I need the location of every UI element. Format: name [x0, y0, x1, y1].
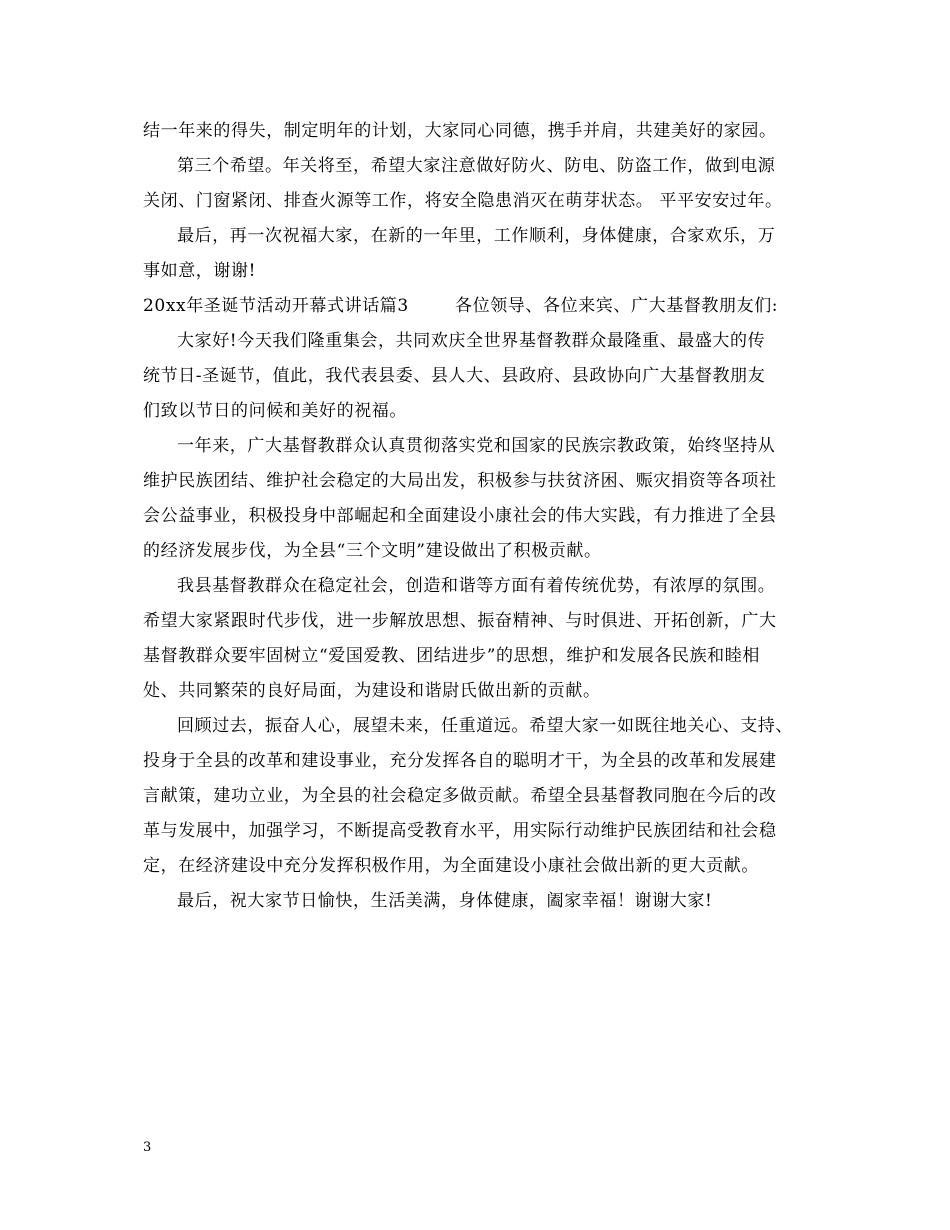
paragraph-line: 最后，祝大家节日愉快，生活美满，身体健康，阖家幸福！谢谢大家!: [177, 891, 713, 911]
paragraph-line: 结一年来的得失，制定明年的计划，大家同心同德，携手并肩，共建美好的家园。: [143, 121, 777, 141]
section-title: 20xx年圣诞节活动开幕式讲话篇3: [143, 296, 409, 316]
paragraph-line: 的经济发展步伐，为全县“三个文明”建设做出了积极贡献。: [143, 541, 602, 561]
paragraph-line: 们致以节日的问候和美好的祝福。: [143, 401, 407, 421]
paragraph-line: 第三个希望。年关将至，希望大家注意做好防火、防电、防盗工作，做到电源: [177, 156, 776, 176]
salutation: 各位领导、各位来宾、广大基督教朋友们:: [455, 296, 779, 316]
paragraph-line: 回顾过去，振奋人心，展望未来，任重道远。希望大家一如既往地关心、支持、: [177, 716, 793, 736]
paragraph-line: 最后，再一次祝福大家，在新的一年里，工作顺利，身体健康，合家欢乐，万: [177, 226, 776, 246]
paragraph-line: 革与发展中，加强学习，不断提高受教育水平，用实际行动维护民族团结和社会稳: [143, 821, 777, 841]
paragraph-line: 投身于全县的改革和建设事业，充分发挥各自的聪明才干，为全县的改革和发展建: [143, 751, 777, 771]
paragraph-line: 统节日-圣诞节，值此，我代表县委、县人大、县政府、县政协向广大基督教朋友: [143, 366, 766, 386]
paragraph-line: 我县基督教群众在稳定社会，创造和谐等方面有着传统优势，有浓厚的氛围。: [177, 576, 776, 596]
paragraph-line: 维护民族团结、维护社会稳定的大局出发，积极参与扶贫济困、赈灾捐资等各项社: [143, 471, 777, 491]
paragraph-line: 会公益事业，积极投身中部崛起和全面建设小康社会的伟大实践，有力推进了全县: [143, 506, 777, 526]
paragraph-line: 一年来，广大基督教群众认真贯彻落实党和国家的民族宗教政策，始终坚持从: [177, 436, 776, 456]
paragraph-line: 希望大家紧跟时代步伐，进一步解放思想、振奋精神、与时俱进、开拓创新，广大: [143, 611, 777, 631]
paragraph-line: 处、共同繁荣的良好局面，为建设和谐尉氏做出新的贡献。: [143, 681, 601, 701]
paragraph-line: 言献策，建功立业，为全县的社会稳定多做贡献。希望全县基督教同胞在今后的改: [143, 786, 777, 806]
page-number: 3: [143, 1140, 152, 1155]
paragraph-line: 定，在经济建设中充分发挥积极作用，为全面建设小康社会做出新的更大贡献。: [143, 856, 759, 876]
paragraph-line: 大家好!今天我们隆重集会，共同欢庆全世界基督教群众最隆重、最盛大的传: [177, 331, 766, 351]
paragraph-line: 基督教群众要牢固树立“爱国爱教、团结进步”的思想，维护和发展各民族和睦相: [143, 646, 760, 666]
paragraph-line: 关闭、门窗紧闭、排查火源等工作，将安全隐患消灭在萌芽状态。 平平安安过年。: [143, 191, 783, 211]
paragraph-line: 事如意，谢谢!: [143, 261, 257, 281]
